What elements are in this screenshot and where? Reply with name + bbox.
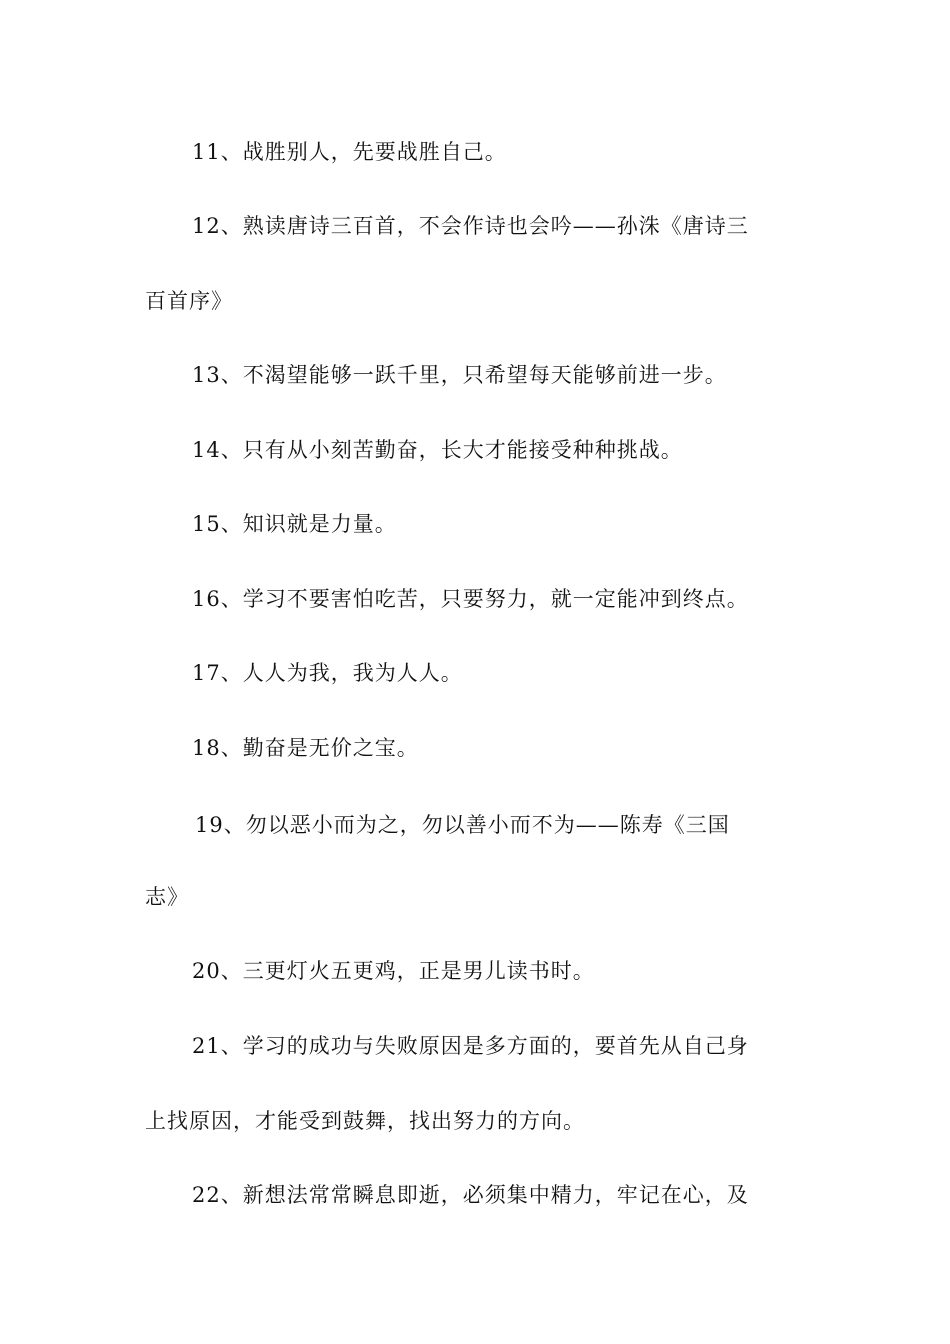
quote-14: 14、只有从小刻苦勤奋，长大才能接受种种挑战。: [192, 438, 683, 462]
quote-13: 13、不渴望能够一跃千里，只希望每天能够前进一步。: [192, 363, 727, 387]
quote-19: 19、勿以恶小而为之，勿以善小而不为——陈寿《三国: [195, 813, 730, 837]
quote-18: 18、勤奋是无价之宝。: [192, 736, 419, 760]
quote-16: 16、学习不要害怕吃苦，只要努力，就一定能冲到终点。: [192, 587, 749, 611]
quote-12: 12、熟读唐诗三百首，不会作诗也会吟——孙洙《唐诗三: [192, 214, 749, 238]
quote-17: 17、人人为我，我为人人。: [192, 661, 463, 685]
quote-15: 15、知识就是力量。: [192, 512, 397, 536]
quote-21-continued: 上找原因，才能受到鼓舞，找出努力的方向。: [145, 1109, 585, 1133]
quote-20: 20、三更灯火五更鸡，正是男儿读书时。: [192, 959, 595, 983]
quote-12-continued: 百首序》: [145, 289, 233, 313]
quote-22: 22、新想法常常瞬息即逝，必须集中精力，牢记在心，及: [192, 1183, 749, 1207]
quote-21: 21、学习的成功与失败原因是多方面的，要首先从自己身: [192, 1034, 749, 1058]
quote-19-continued: 志》: [145, 885, 189, 909]
quote-11: 11、战胜别人，先要战胜自己。: [192, 140, 507, 164]
